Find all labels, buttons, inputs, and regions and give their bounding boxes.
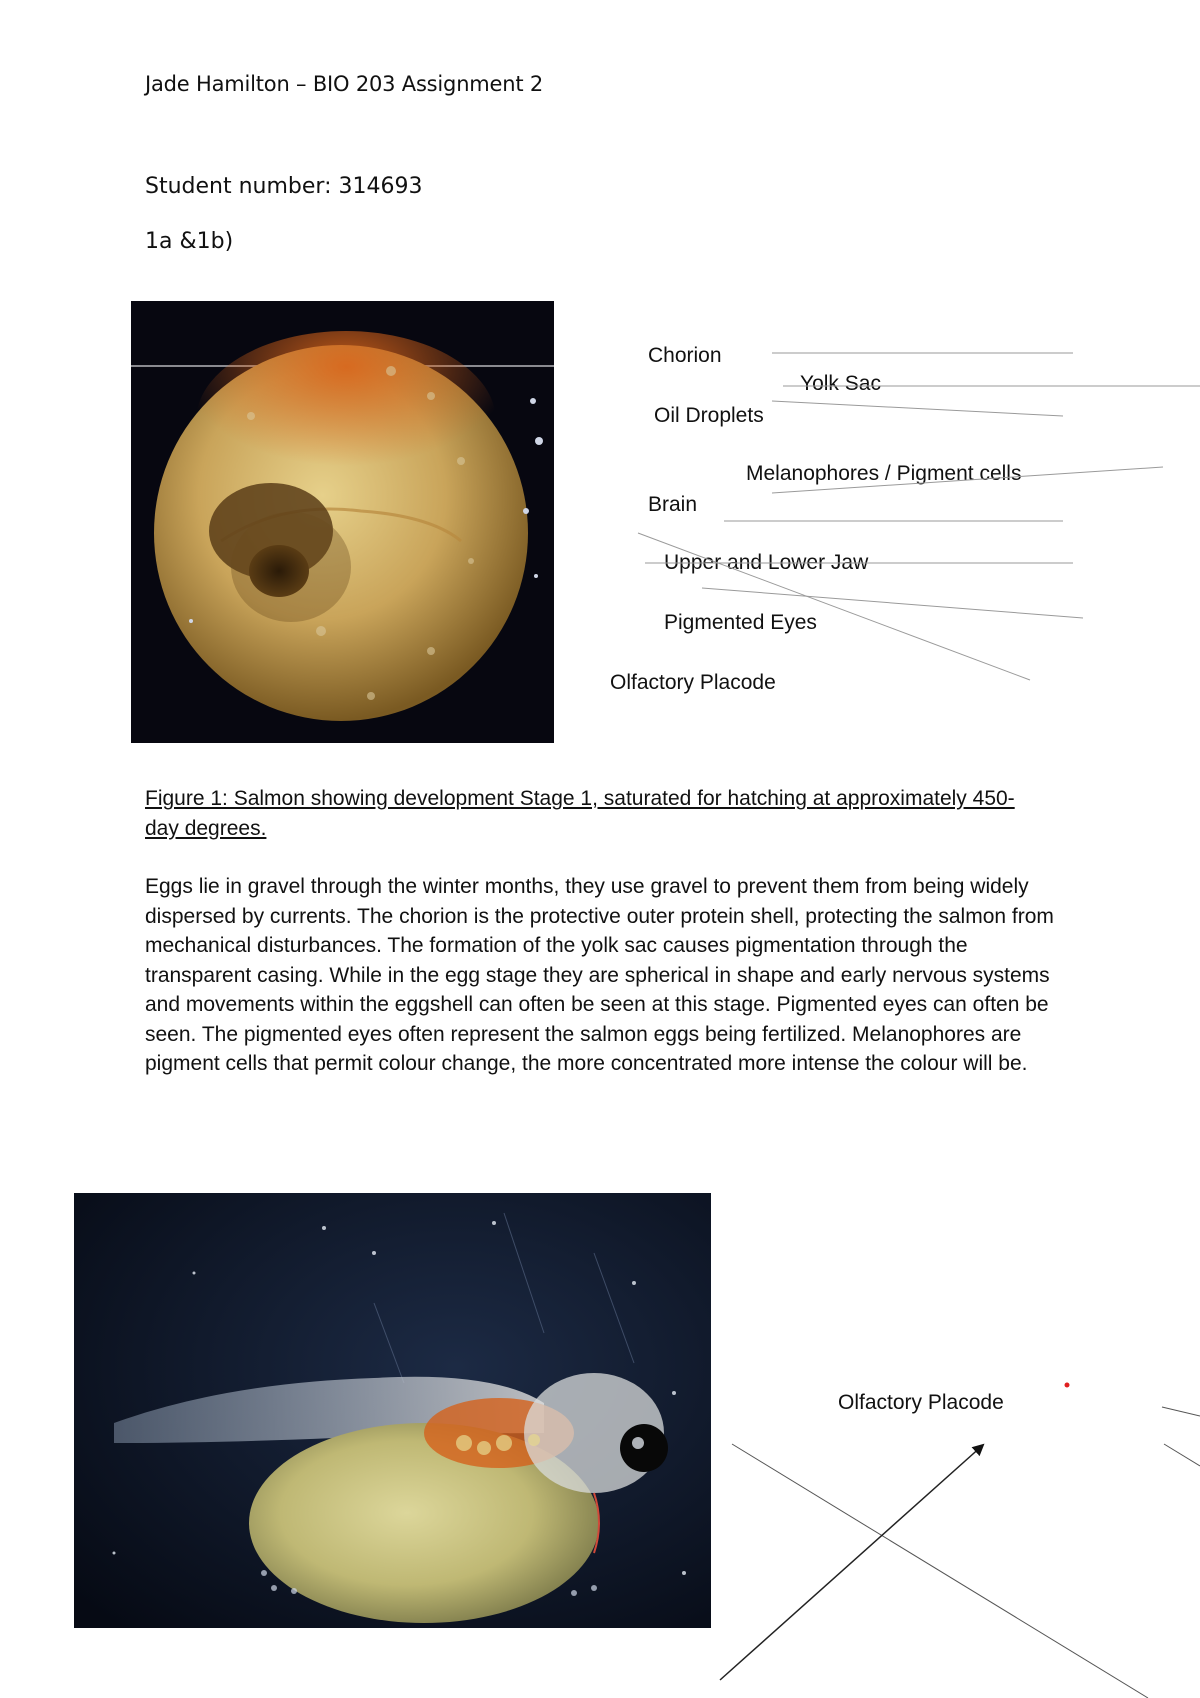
label-pigmented-eyes: Pigmented Eyes xyxy=(664,611,817,634)
figure2-label-olfactory-placode: Olfactory Placode xyxy=(838,1391,1004,1414)
salmon-alevin-illustration xyxy=(74,1193,711,1628)
label-oil-droplets: Oil Droplets xyxy=(654,404,764,427)
figure2-leader-diagonal xyxy=(732,1444,1148,1698)
label-brain: Brain xyxy=(648,493,698,516)
label-chorion: Chorion xyxy=(648,344,722,367)
label-olfactory-placode: Olfactory Placode xyxy=(610,671,776,694)
figure2-arrow-olfactory xyxy=(720,1445,983,1680)
figure1-caption: Figure 1: Salmon showing development Stage 1, saturated for hatching at approximately 450-day degrees. xyxy=(145,787,1015,840)
leader-oil-droplets xyxy=(772,401,1063,416)
figure2-leader-right-2 xyxy=(1164,1444,1200,1466)
label-melanophores: Melanophores / Pigment cells xyxy=(746,462,1022,485)
question-label: 1a &1b) xyxy=(145,229,234,254)
salmon-egg-photo xyxy=(131,301,554,743)
figure1-description: Eggs lie in gravel through the winter months, they use gravel to prevent them from being widely dispersed by currents. The chorion is the protective outer protein shell, protecting the salmon from mechanical disturbances. The formation of the yolk sac causes pigmentation through the transparent casing. While in the egg stage they are spherical in shape and early nervous systems and movements within the eggshell can often be seen at this stage. Pigmented eyes can often be seen. The pigmented eyes often represent the salmon eggs being fertilized. Melanophores are pigment cells that permit colour change, the more concentrated more intense the colour will be. xyxy=(145,875,1054,1075)
student-number: Student number: 314693 xyxy=(145,174,423,199)
document-title: Jade Hamilton – BIO 203 Assignment 2 xyxy=(145,72,544,96)
label-jaw: Upper and Lower Jaw xyxy=(664,551,869,574)
salmon-egg-illustration xyxy=(131,301,554,743)
figure2-leader-right-1 xyxy=(1162,1407,1200,1416)
red-dot-marker xyxy=(1065,1383,1070,1388)
salmon-alevin-photo xyxy=(74,1193,711,1628)
label-yolk-sac: Yolk Sac xyxy=(800,372,881,395)
